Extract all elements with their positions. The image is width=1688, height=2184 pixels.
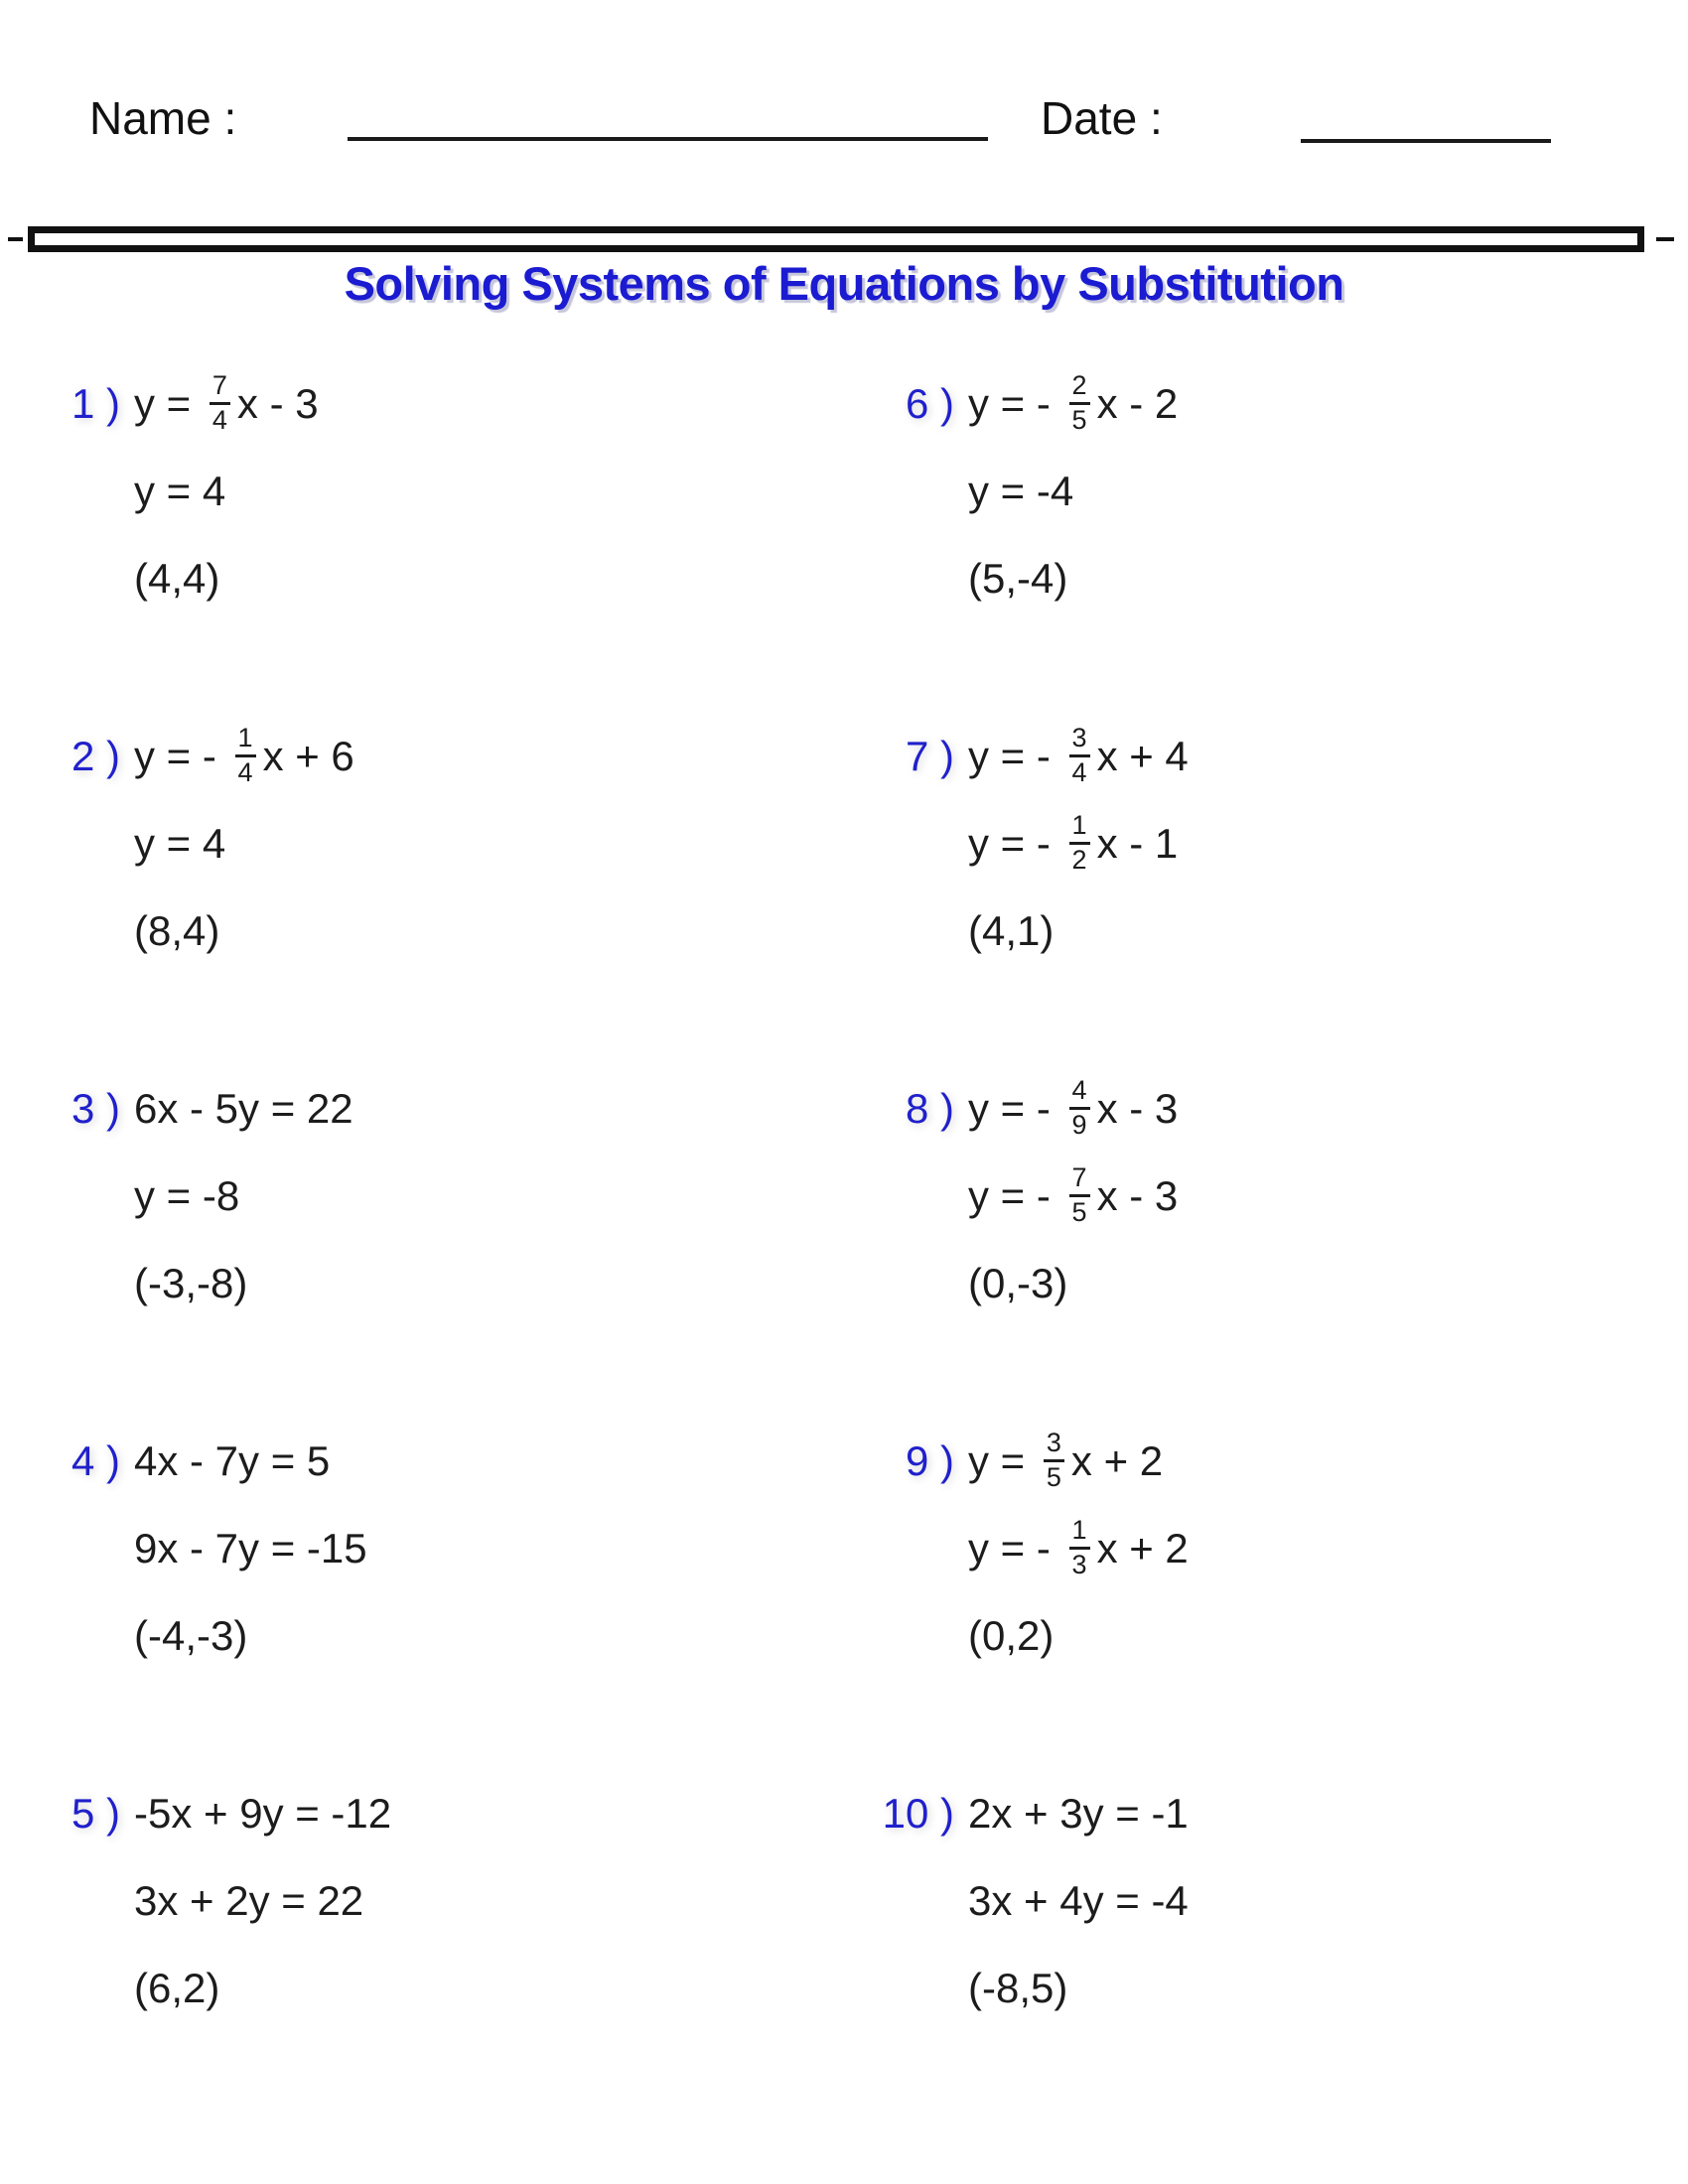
equation-text: y = - <box>968 1172 1062 1219</box>
answer-line <box>844 1945 1688 2032</box>
fraction-numerator: 7 <box>211 370 227 401</box>
fraction-denominator: 5 <box>1069 402 1090 435</box>
fraction <box>1069 724 1090 786</box>
equation-line <box>844 448 1688 535</box>
equation-line <box>0 360 844 448</box>
equation-text: x - 3 <box>236 380 319 427</box>
equation-line <box>0 713 844 800</box>
date-blank-line <box>1301 139 1551 143</box>
equation <box>134 555 219 603</box>
equation-line <box>844 1857 1688 1945</box>
equation-text: 3x + 2y = 22 <box>134 1877 364 1924</box>
equation-text: x - 3 <box>1096 1172 1179 1219</box>
problem <box>0 1770 844 2032</box>
problem <box>0 1418 844 1680</box>
fraction-numerator: 1 <box>237 723 253 753</box>
equation <box>968 812 1178 875</box>
problem-number: 8 ) <box>905 1085 954 1132</box>
equation-line <box>0 1505 844 1592</box>
fraction-denominator: 5 <box>1044 1459 1064 1492</box>
equation-text: y = - <box>134 733 228 779</box>
fraction-denominator: 9 <box>1069 1107 1090 1140</box>
equation <box>968 555 1067 603</box>
fraction-denominator: 3 <box>1069 1547 1090 1579</box>
problem <box>844 713 1688 975</box>
page-title: Solving Systems of Equations by Substitution <box>344 257 1344 310</box>
problem <box>0 713 844 975</box>
equation <box>134 1437 330 1485</box>
fraction <box>1069 1516 1090 1578</box>
fraction-numerator: 3 <box>1071 723 1087 753</box>
fraction-numerator: 2 <box>1071 370 1087 401</box>
equation <box>968 1517 1189 1579</box>
equation <box>134 1172 239 1220</box>
equation <box>968 1877 1189 1925</box>
fraction <box>210 371 230 434</box>
equation-text: x + 4 <box>1096 733 1189 779</box>
problem-number: 9 ) <box>905 1437 954 1484</box>
equation-text: (6,2) <box>134 1965 220 2011</box>
equation-text: (-4,-3) <box>134 1612 248 1659</box>
equation <box>968 372 1178 435</box>
equation-line <box>0 1857 844 1945</box>
problem <box>0 1065 844 1327</box>
equation-text: y = 4 <box>134 468 226 514</box>
problem <box>0 360 844 622</box>
equation-text: y = - <box>968 380 1062 427</box>
equation-text: y = - <box>968 1085 1062 1132</box>
equation-text: x - 2 <box>1096 380 1179 427</box>
equation <box>968 468 1073 515</box>
equation-text: y = <box>134 380 203 427</box>
equation <box>134 1965 219 2012</box>
problem-number: 5 ) <box>70 1790 120 1837</box>
answer-line <box>0 535 844 622</box>
equation-text: y = - <box>968 1525 1062 1571</box>
problems-grid <box>0 360 1688 2032</box>
equation-text: (0,2) <box>968 1612 1055 1659</box>
equation <box>134 907 219 955</box>
fraction <box>1069 371 1090 434</box>
equation-text: -5x + 9y = -12 <box>134 1790 392 1837</box>
divider-dash-right <box>1656 237 1674 241</box>
equation-text: x - 3 <box>1096 1085 1179 1132</box>
equation-text: 6x - 5y = 22 <box>134 1085 353 1132</box>
equation-text: 2x + 3y = -1 <box>968 1790 1189 1837</box>
equation <box>968 1790 1189 1838</box>
fraction-denominator: 4 <box>210 402 230 435</box>
equation-text: (4,4) <box>134 555 220 602</box>
problem-number: 3 ) <box>70 1085 120 1132</box>
equation-line <box>0 1065 844 1153</box>
equation-text: x - 1 <box>1096 820 1179 867</box>
answer-line <box>0 1945 844 2032</box>
equation-line <box>0 1418 844 1505</box>
fraction <box>1069 1163 1090 1226</box>
answer-line <box>844 887 1688 975</box>
problem <box>844 1065 1688 1327</box>
equation-line <box>844 1505 1688 1592</box>
equation-text: y = -8 <box>134 1172 240 1219</box>
equation-line <box>844 360 1688 448</box>
equation-text: y = - <box>968 820 1062 867</box>
equation-line <box>844 1065 1688 1153</box>
equation <box>134 1085 353 1133</box>
equation <box>134 1877 363 1925</box>
equation-line <box>844 1418 1688 1505</box>
fraction-denominator: 4 <box>235 754 256 787</box>
equation-line <box>0 1153 844 1240</box>
name-blank-line <box>348 137 988 141</box>
equation-line <box>844 800 1688 887</box>
equation <box>134 468 225 515</box>
problem <box>844 1770 1688 2032</box>
fraction <box>235 724 256 786</box>
fraction-numerator: 1 <box>1071 810 1087 841</box>
equation-text: y = 4 <box>134 820 226 867</box>
equation <box>968 1164 1178 1227</box>
equation <box>968 1430 1163 1492</box>
equation-line <box>844 1770 1688 1857</box>
equation <box>968 1260 1067 1307</box>
equation <box>968 1612 1054 1660</box>
equation-line <box>844 1153 1688 1240</box>
equation-text: (5,-4) <box>968 555 1068 602</box>
equation-text: 3x + 4y = -4 <box>968 1877 1189 1924</box>
answer-line <box>844 535 1688 622</box>
answer-line <box>0 1240 844 1327</box>
fraction-denominator: 2 <box>1069 842 1090 875</box>
fraction-denominator: 4 <box>1069 754 1090 787</box>
equation-text: y = <box>968 1437 1037 1484</box>
equation-text: y = -4 <box>968 468 1074 514</box>
problem-number: 7 ) <box>905 733 954 779</box>
equation-text: y = - <box>968 733 1062 779</box>
equation-text: 4x - 7y = 5 <box>134 1437 331 1484</box>
equation <box>968 1077 1178 1140</box>
fraction <box>1069 811 1090 874</box>
equation-line <box>844 713 1688 800</box>
equation-text: x + 2 <box>1070 1437 1164 1484</box>
fraction-numerator: 3 <box>1046 1428 1061 1458</box>
equation-text: x + 2 <box>1096 1525 1189 1571</box>
problem <box>844 360 1688 622</box>
equation <box>968 725 1189 787</box>
name-label: Name : <box>89 92 237 144</box>
fraction <box>1069 1076 1090 1139</box>
problem-number: 1 ) <box>70 380 120 427</box>
equation <box>134 1612 247 1660</box>
equation-text: (0,-3) <box>968 1260 1068 1306</box>
equation <box>134 820 225 868</box>
equation-text: x + 6 <box>262 733 354 779</box>
problem-number: 10 ) <box>882 1790 954 1837</box>
equation <box>134 1260 247 1307</box>
answer-line <box>0 887 844 975</box>
date-label: Date : <box>1041 92 1163 144</box>
equation <box>968 1965 1067 2012</box>
fraction <box>1044 1429 1064 1491</box>
equation <box>134 372 319 435</box>
divider-bar <box>28 226 1644 252</box>
equation-text: (4,1) <box>968 907 1055 954</box>
problem-number: 2 ) <box>70 733 120 779</box>
problem <box>844 1418 1688 1680</box>
fraction-denominator: 5 <box>1069 1194 1090 1227</box>
fraction-numerator: 7 <box>1071 1162 1087 1193</box>
divider-dash-left <box>8 237 23 241</box>
answer-line <box>844 1240 1688 1327</box>
equation-text: (-8,5) <box>968 1965 1068 2011</box>
problem-number: 4 ) <box>70 1437 120 1484</box>
equation-line <box>0 1770 844 1857</box>
equation-line <box>0 448 844 535</box>
equation-text: (8,4) <box>134 907 220 954</box>
problem-number: 6 ) <box>905 380 954 427</box>
equation <box>134 1525 367 1572</box>
equation-text: (-3,-8) <box>134 1260 248 1306</box>
answer-line <box>844 1592 1688 1680</box>
equation <box>968 907 1054 955</box>
equation-line <box>0 800 844 887</box>
fraction-numerator: 4 <box>1071 1075 1087 1106</box>
equation <box>134 725 354 787</box>
answer-line <box>0 1592 844 1680</box>
equation <box>134 1790 391 1838</box>
equation-text: 9x - 7y = -15 <box>134 1525 367 1571</box>
fraction-numerator: 1 <box>1071 1515 1087 1546</box>
